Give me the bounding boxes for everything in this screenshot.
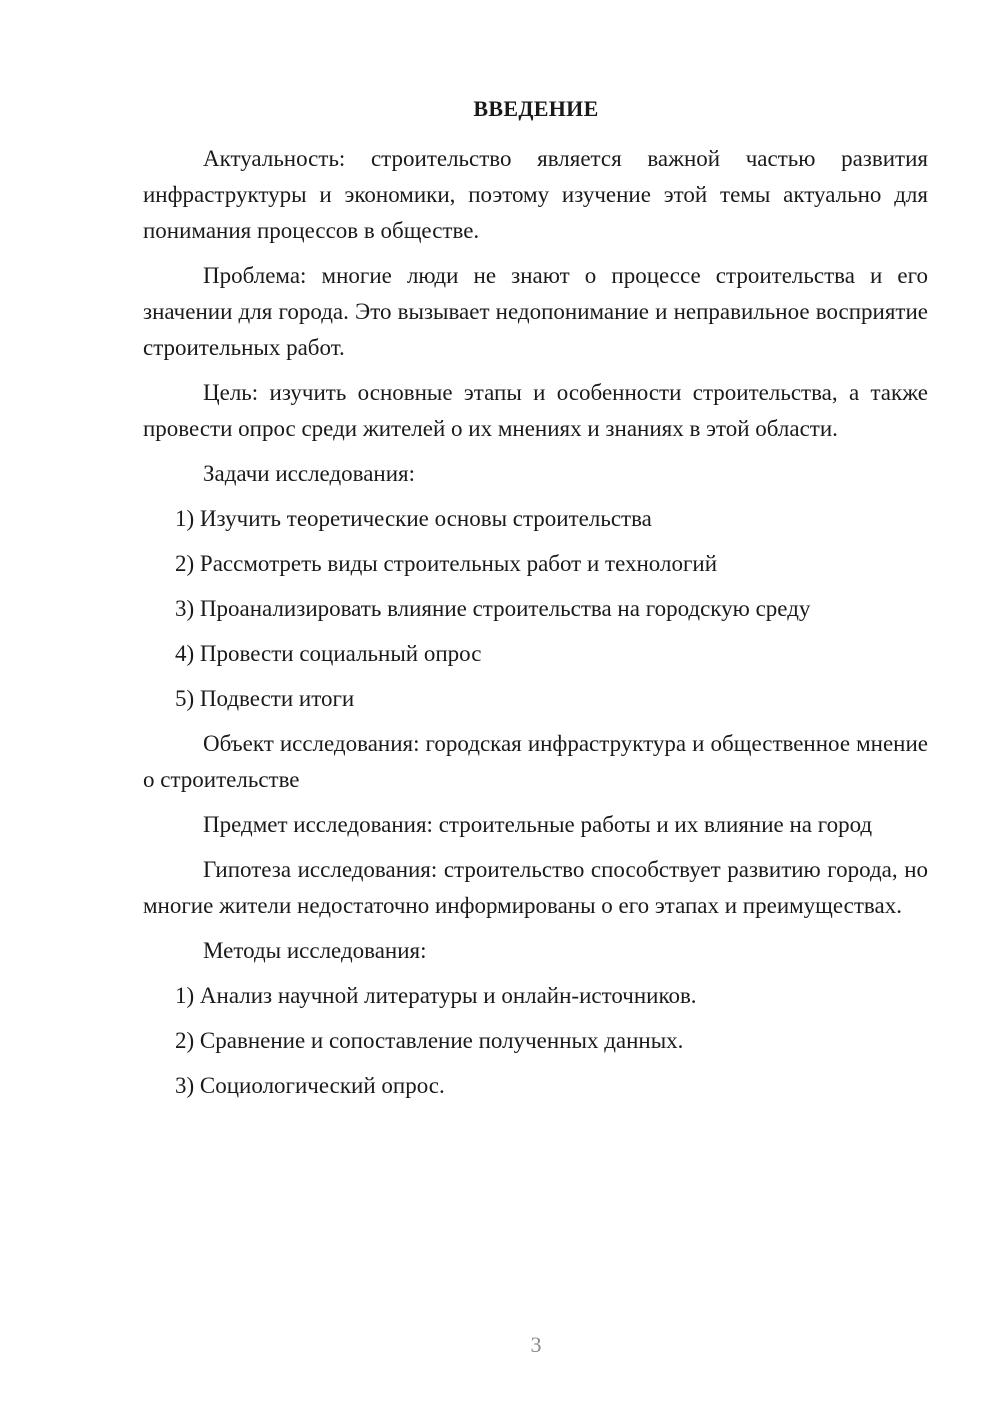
object-paragraph: Объект исследования: городская инфраструктура и общественное мнение о строительстве: [143, 731, 928, 792]
subject-paragraph: Предмет исследования: строительные работы и их влияние на город: [203, 812, 873, 837]
methods-heading: Методы исследования:: [203, 938, 427, 963]
method-item: 1) Анализ научной литературы и онлайн-источников.: [175, 983, 697, 1008]
tasks-list: [143, 501, 928, 717]
methods-list: [143, 978, 928, 1104]
relevance-paragraph: Актуальность: строительство является важной частью развития инфраструктуры и экономики, поэтому изучение этой темы актуально для понимания процессов в обществе.: [143, 146, 928, 243]
task-item: 4) Провести социальный опрос: [175, 641, 482, 666]
task-item: 5) Подвести итоги: [175, 686, 355, 711]
method-item: 2) Сравнение и сопоставление полученных данных.: [175, 1028, 684, 1053]
tasks-heading: Задачи исследования:: [203, 461, 416, 486]
problem-paragraph: Проблема: многие люди не знают о процессе строительства и его значении для города. Это вызывает недопонимание и неправильное восприятие строительных работ.: [143, 263, 928, 360]
page-title: ВВЕДЕНИЕ: [473, 96, 599, 121]
document-body: [143, 141, 928, 1113]
page-number: 3: [530, 1332, 542, 1357]
method-item: 3) Социологический опрос.: [175, 1073, 445, 1098]
hypothesis-paragraph: Гипотеза исследования: строительство способствует развитию города, но многие жители недостаточно информированы о его этапах и преимуществах.: [143, 857, 928, 918]
task-item: 1) Изучить теоретические основы строительства: [175, 506, 652, 531]
task-item: 2) Рассмотреть виды строительных работ и технологий: [175, 551, 718, 576]
goal-paragraph: Цель: изучить основные этапы и особенности строительства, а также провести опрос среди жителей о их мнениях и знаниях в этой области.: [143, 380, 928, 441]
task-item: 3) Проанализировать влияние строительства на городскую среду: [175, 596, 811, 621]
